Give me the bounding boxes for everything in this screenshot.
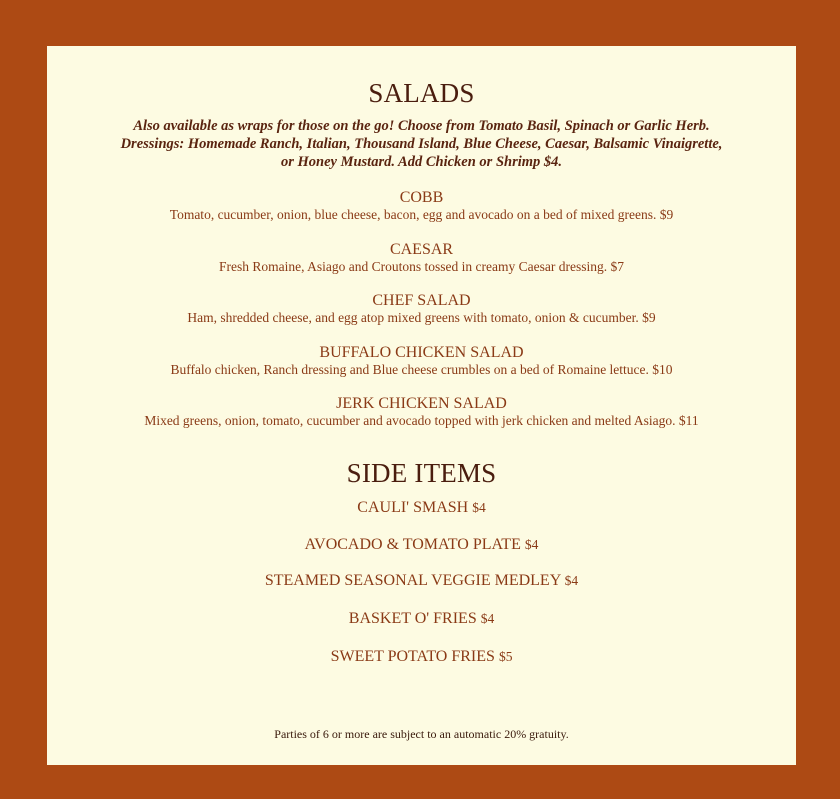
side-item-name: AVOCADO & TOMATO PLATE — [304, 536, 521, 553]
side-item-price: $4 — [524, 537, 539, 552]
side-item-cauli-smash — [47, 499, 796, 517]
side-item-name: BASKET O' FRIES — [348, 610, 477, 627]
menu-panel — [47, 46, 796, 765]
salad-item-desc-chef: Ham, shredded cheese, and egg atop mixed greens with tomato, onion & cucumber. $9 — [187, 310, 656, 325]
salads-intro-line-1: Also available as wraps for those on the go! Choose from Tomato Basil, Spinach or Garlic Herb. — [133, 118, 710, 134]
side-item-price: $4 — [564, 573, 579, 588]
salad-item-desc-buffalo: Buffalo chicken, Ranch dressing and Blue cheese crumbles on a bed of Romaine lettuce. $10 — [170, 362, 673, 377]
salad-item-desc-jerk: Mixed greens, onion, tomato, cucumber and avocado topped with jerk chicken and melted Asiago. $11 — [144, 413, 699, 428]
side-item-sweet-potato-fries — [47, 648, 796, 666]
salad-item-desc-caesar: Fresh Romaine, Asiago and Croutons tossed in creamy Caesar dressing. $7 — [219, 259, 624, 274]
salads-intro-line-2: Dressings: Homemade Ranch, Italian, Thousand Island, Blue Cheese, Caesar, Balsamic Vinaigrette, — [120, 136, 723, 152]
side-item-price: $4 — [472, 500, 486, 515]
side-item-name: SWEET POTATO FRIES — [330, 648, 495, 665]
side-item-price: $5 — [498, 649, 513, 664]
side-item-name: CAULI' SMASH — [357, 499, 469, 516]
side-item-veggie-medley — [47, 572, 796, 590]
salad-item-name-cobb: COBB — [399, 189, 444, 206]
salad-item-name-buffalo: BUFFALO CHICKEN SALAD — [319, 344, 524, 361]
salads-heading: SALADS — [368, 78, 475, 108]
salad-item-desc-cobb: Tomato, cucumber, onion, blue cheese, bacon, egg and avocado on a bed of mixed greens. $9 — [169, 207, 674, 222]
salad-item-name-jerk: JERK CHICKEN SALAD — [336, 395, 507, 412]
side-item-basket-fries — [47, 610, 796, 628]
side-item-price: $4 — [480, 611, 495, 626]
salads-intro-line-3: or Honey Mustard. Add Chicken or Shrimp $4. — [280, 154, 563, 170]
side-item-name: STEAMED SEASONAL VEGGIE MEDLEY — [264, 572, 561, 589]
gratuity-note: Parties of 6 or more are subject to an automatic 20% gratuity. — [274, 727, 569, 741]
side-item-avocado-tomato — [47, 536, 796, 554]
side-items-heading: SIDE ITEMS — [346, 458, 497, 488]
salad-item-name-chef: CHEF SALAD — [372, 292, 471, 309]
salad-item-name-caesar: CAESAR — [389, 241, 454, 258]
